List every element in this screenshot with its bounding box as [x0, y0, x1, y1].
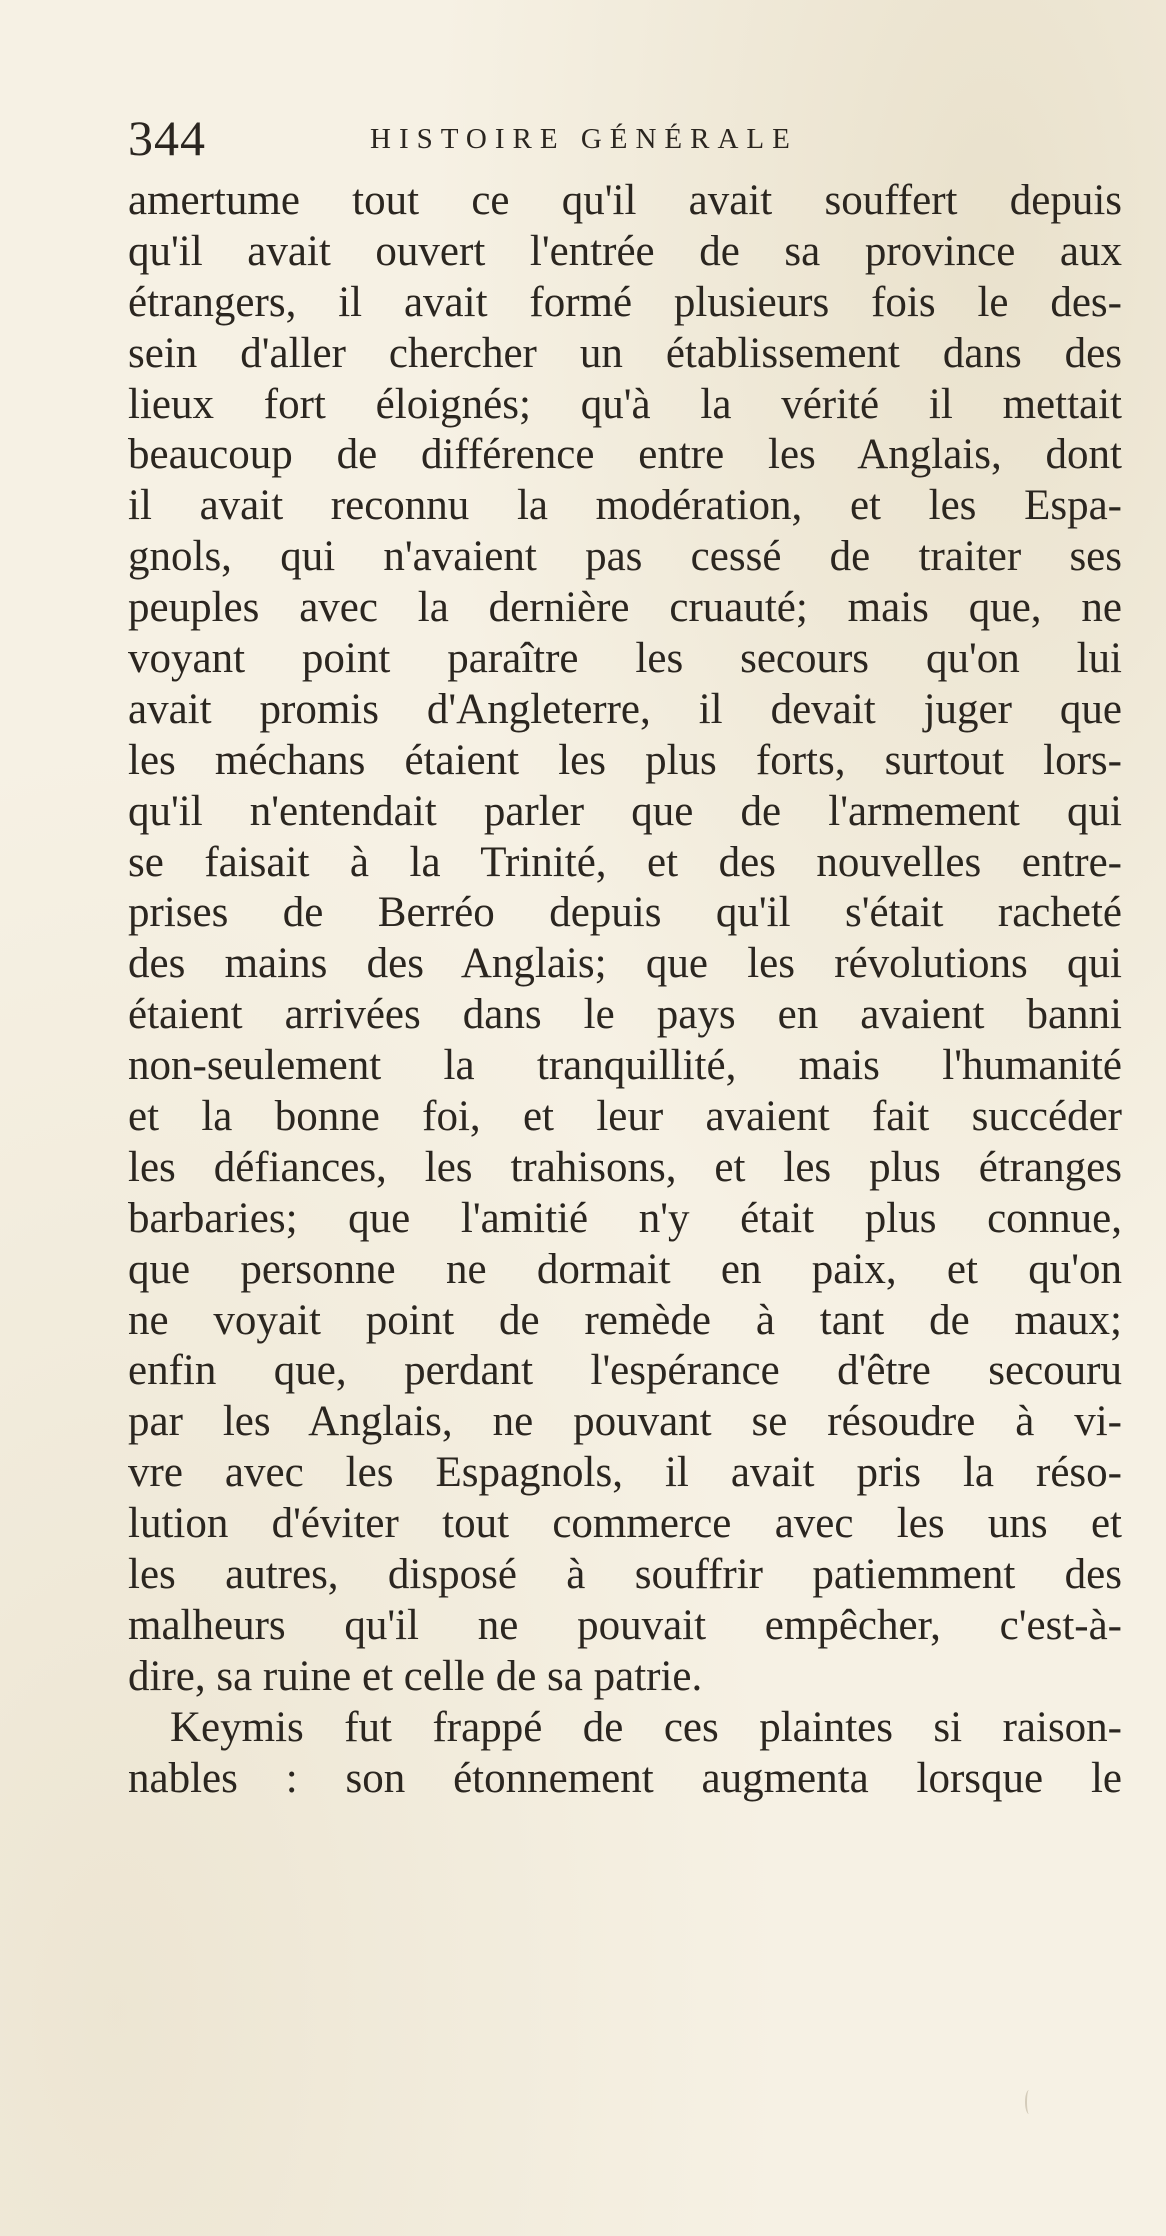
text-line: lution d'éviter tout commerce avec les uns et [128, 1500, 1122, 1548]
text-line: étrangers, il avait formé plusieurs fois le des- [128, 278, 1122, 326]
text-line: amertume tout ce qu'il avait souffert depuis [128, 177, 1122, 224]
text-line: nables : son étonnement augmenta lorsque le [128, 1754, 1122, 1802]
text-line: qu'il n'entendait parler que de l'armement qui [128, 787, 1122, 835]
text-line: non-seulement la tranquillité, mais l'humanité [128, 1042, 1122, 1090]
page-number: 344 [128, 110, 206, 166]
page-header [128, 108, 1128, 168]
text-line: les méchans étaient les plus forts, surtout lors- [128, 736, 1122, 784]
text-line: qu'il avait ouvert l'entrée de sa province aux [128, 227, 1122, 275]
text-line: étaient arrivées dans le pays en avaient banni [128, 991, 1122, 1039]
text-line: peuples avec la dernière cruauté; mais que, ne [128, 584, 1122, 632]
text-line: voyant point paraître les secours qu'on lui [128, 635, 1122, 683]
text-line: il avait reconnu la modération, et les Espa- [128, 482, 1122, 530]
text-line: ne voyait point de remède à tant de maux; [128, 1296, 1122, 1344]
text-line: des mains des Anglais; que les révolutions qui [128, 940, 1122, 988]
text-line: que personne ne dormait en paix, et qu'on [128, 1245, 1122, 1293]
text-line: vre avec les Espagnols, il avait pris la réso- [128, 1449, 1122, 1497]
text-line: enfin que, perdant l'espérance d'être secouru [128, 1347, 1122, 1395]
text-line: se faisait à la Trinité, et des nouvelles entre- [128, 838, 1122, 886]
text-line: et la bonne foi, et leur avaient fait succéder [128, 1093, 1122, 1141]
text-line: malheurs qu'il ne pouvait empêcher, c'est-à- [128, 1601, 1122, 1649]
paragraph-end-line: dire, sa ruine et celle de sa patrie. [128, 1652, 703, 1700]
text-line: lieux fort éloignés; qu'à la vérité il mettait [128, 380, 1122, 428]
text-line: prises de Berréo depuis qu'il s'était racheté [128, 889, 1122, 937]
text-line: barbaries; que l'amitié n'y était plus connue, [128, 1194, 1122, 1242]
text-line: sein d'aller chercher un établissement dans des [128, 329, 1122, 377]
paper-mark [1025, 2090, 1033, 2114]
body-text [128, 176, 1122, 1805]
text-line: les autres, disposé à souffrir patiemment des [128, 1551, 1122, 1599]
text-line: les défiances, les trahisons, et les plus étranges [128, 1143, 1122, 1191]
text-line: beaucoup de différence entre les Anglais, dont [128, 431, 1122, 479]
running-head: HISTOIRE GÉNÉRALE [370, 123, 798, 155]
paragraph-start-line: Keymis fut frappé de ces plaintes si raison- [170, 1703, 1122, 1751]
text-line: par les Anglais, ne pouvant se résoudre à vi- [128, 1398, 1122, 1446]
text-line: gnols, qui n'avaient pas cessé de traiter ses [128, 533, 1122, 581]
text-line: avait promis d'Angleterre, il devait juger que [128, 685, 1122, 733]
